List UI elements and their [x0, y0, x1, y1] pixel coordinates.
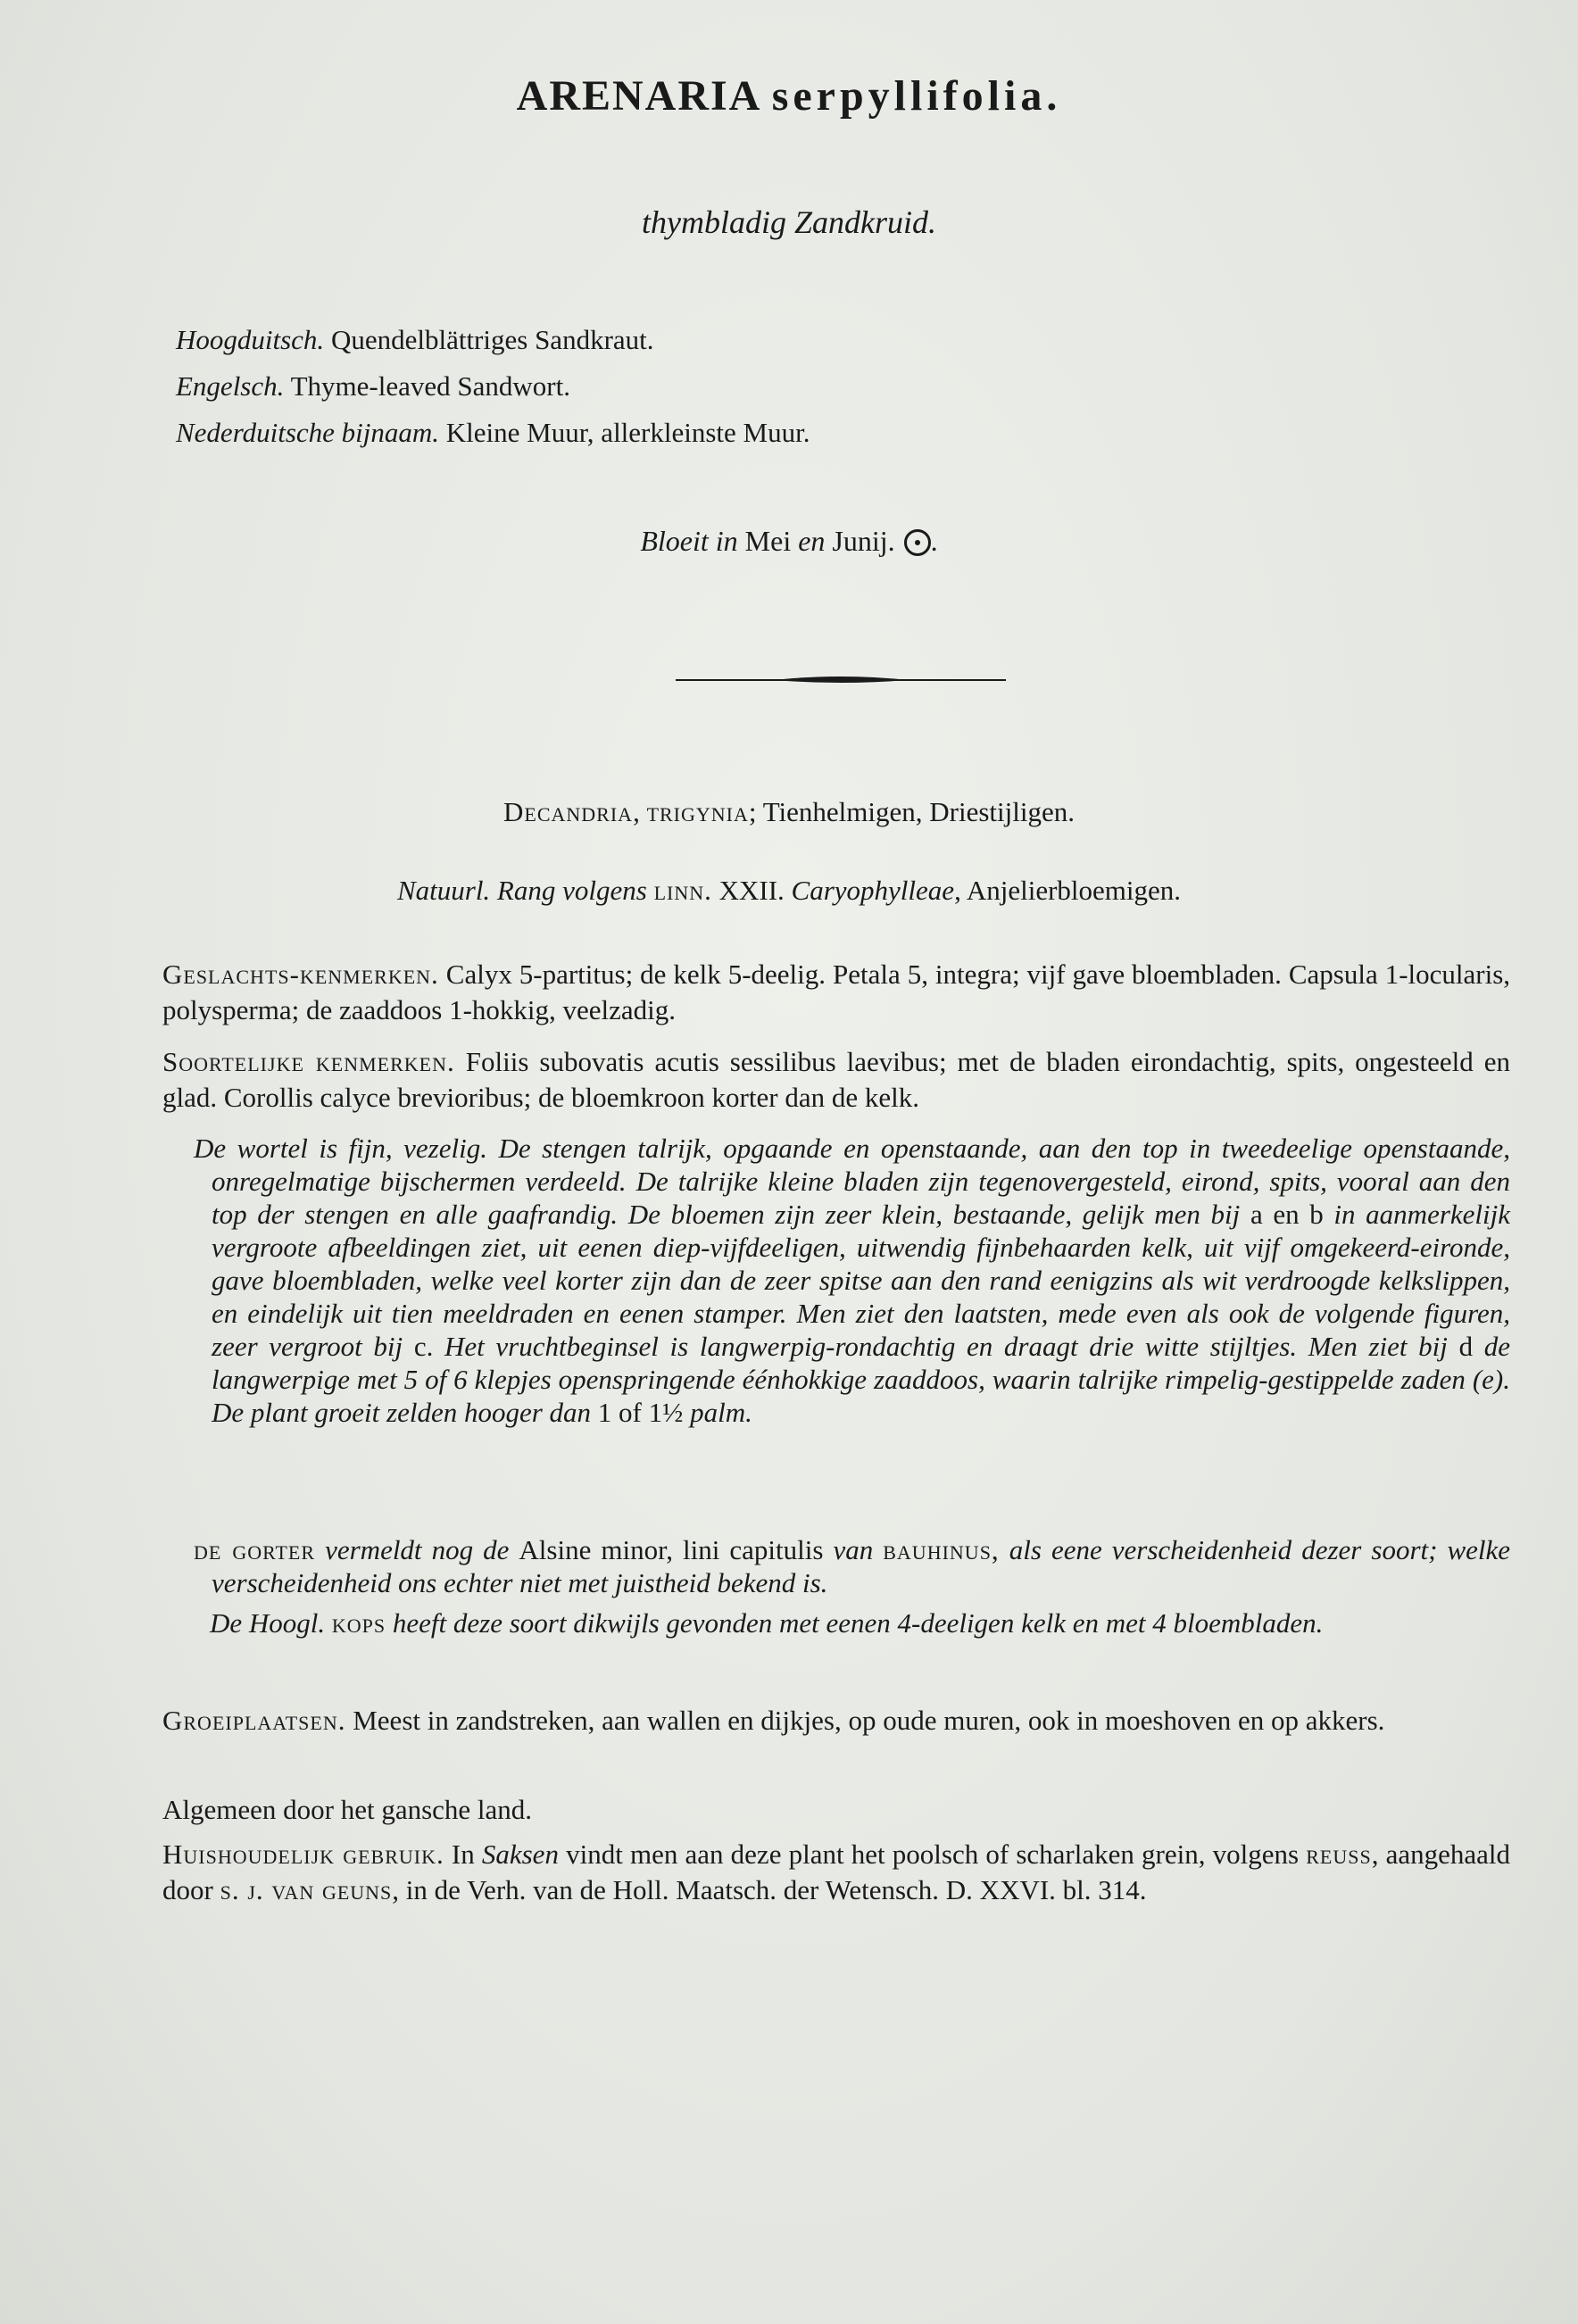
desc-text: De wortel is fijn, vezelig. De stengen talrijk, opgaande en openstaande, aan den top in tweedeelige openstaande, onregelmatige bijschermen verdeeld. De talrijke kleine bladen zijn tegenovergesteld, eirond, spits, vooral aan den top der stengen en alle gaafrandig. De bloemen zijn zeer klein, bestaande, gelijk men bij — [194, 1133, 1510, 1230]
desc-text: palm. — [690, 1397, 752, 1428]
desc-text: De Hoogl. — [210, 1607, 326, 1639]
language-label: Engelsch. — [176, 370, 285, 402]
ornamental-rule — [676, 669, 1006, 691]
classification-dutch: Tienhelmigen, Driestijligen. — [762, 796, 1075, 827]
author-name: s. j. van geuns — [220, 1874, 393, 1905]
name-row — [176, 317, 1425, 363]
language-label: Nederduitsche bijnaam. — [176, 417, 440, 448]
and-word: en — [798, 525, 826, 557]
in-word: in — [715, 525, 738, 557]
genus-characters — [162, 957, 1510, 1028]
section-text: , in de Verh. van de Holl. Maatsch. der Wetensch. D. XXVI. bl. 314. — [392, 1874, 1147, 1905]
classification: Decandria, trigynia; Tienhelmigen, Driestijligen. — [503, 796, 1075, 827]
desc-text: van — [833, 1534, 874, 1565]
rank-number: XXII. — [718, 875, 785, 906]
month-may: Mei — [744, 525, 792, 557]
vernacular-name: Kleine Muur, allerkleinste Muur. — [445, 417, 810, 448]
flowering-period: Bloeit in Mei en Junij. . — [640, 525, 938, 557]
size-value: 1 of 1½ — [597, 1397, 684, 1428]
household-use — [162, 1837, 1510, 1908]
section-text: vindt men aan deze plant het poolsch of scharlaken grein, volgens — [566, 1838, 1300, 1870]
latin-name: Alsine minor, lini capitulis — [519, 1534, 824, 1565]
bloei-word: Bloeit — [640, 525, 709, 557]
name-row — [176, 410, 1425, 456]
class-decandria: Decandria — [503, 796, 634, 827]
family-name: Caryophylleae — [791, 875, 955, 906]
desc-text: heeft deze soort dikwijls gevonden met eenen 4-deeligen kelk en met 4 bloembladen. — [392, 1607, 1324, 1639]
natuurl-label: Natuurl. Rang volgens — [396, 875, 647, 906]
section-heading: Groeiplaatsen. — [162, 1705, 346, 1736]
distribution: Algemeen door het gansche land. — [162, 1794, 533, 1825]
language-label: Hoogduitsch. — [176, 324, 325, 355]
desc-text: de langwerpige met 5 of 6 klepjes openspringende éénhokkige zaaddoos, waarin talrijke rimpelig-gestippelde zaden (e). De plant groeit zelden hooger dan — [212, 1331, 1510, 1428]
place-name: Saksen — [481, 1838, 559, 1870]
figure-ref: a en b — [1250, 1199, 1324, 1230]
section-text: In — [451, 1838, 475, 1870]
linn-abbrev: linn. — [653, 875, 712, 906]
section-text: , aangehaald door — [162, 1838, 1510, 1905]
figure-ref: c. — [413, 1331, 434, 1362]
author-name: bauhinus, — [883, 1534, 1000, 1565]
desc-text: als eene verscheidenheid dezer soort; welke verscheidenheid ons echter niet met juistheid bekend is. — [212, 1534, 1511, 1598]
vernacular-name: Thyme-leaved Sandwort. — [290, 370, 570, 402]
section-heading: Soortelijke kenmerken. — [162, 1046, 455, 1077]
vernacular-names — [176, 317, 1425, 456]
natural-order — [0, 873, 1578, 909]
genus-name: ARENARIA — [516, 72, 760, 120]
species-characters — [162, 1044, 1510, 1116]
description-paragraph — [194, 1132, 1511, 1429]
desc-text: Het vruchtbeginsel is langwerpig-rondachtig en draagt drie witte stijltjes. Men ziet bij — [444, 1331, 1448, 1362]
family-dutch: , Anjelierbloemigen. — [954, 875, 1182, 906]
section-text: Foliis subovatis acutis sessilibus laevibus; met de bladen eirondachtig, spits, ongesteeld en glad. Corollis calyce brevioribus; de bloemkroon korter dan de kelk. — [162, 1046, 1511, 1113]
name-row — [176, 363, 1425, 410]
section-heading: Huishoudelijk gebruik. — [162, 1838, 444, 1870]
author-name: de gorter — [194, 1534, 316, 1565]
page-title — [0, 71, 1578, 120]
desc-text: vermeldt nog de — [325, 1534, 510, 1565]
section-text: Meest in zandstreken, aan wallen en dijkjes, op oude muren, ook in moeshoven en op akkers. — [353, 1705, 1385, 1736]
order-trigynia: trigynia — [646, 796, 749, 827]
species-name: serpyllifolia. — [771, 72, 1062, 120]
section-text: Calyx 5-partitus; de kelk 5-deelig. Petala 5, integra; vijf gave bloembladen. Capsula 1-locularis, polysperma; de zaaddoos 1-hokkig, veelzadig. — [162, 959, 1511, 1025]
annual-symbol-icon — [904, 529, 931, 556]
kops-note — [212, 1606, 1510, 1639]
desc-text: in aanmerkelijk vergroote afbeeldingen ziet, uit eenen diep-vijfdeeligen, uitwendig fijnbehaarden kelk, uit vijf omgekeerd-eironde, gave bloembladen, welke veel korter zijn dan de zeer spitse aan den rand eenigzins als wit verdroogde kelkslippen, en eindelijk uit tien meeldraden en eenen stamper. Men ziet den laatsten, mede even als ook de volgende figuren, zeer vergroot bij — [212, 1199, 1511, 1362]
author-name: kops — [331, 1607, 386, 1639]
author-name: reuss — [1306, 1838, 1372, 1870]
dutch-name: thymbladig Zandkruid. — [642, 204, 936, 240]
habitat — [162, 1703, 1510, 1739]
gorter-note — [194, 1533, 1511, 1599]
month-june: Junij. — [832, 525, 895, 557]
vernacular-name: Quendelblättriges Sandkraut. — [330, 324, 654, 355]
figure-ref: d — [1458, 1331, 1474, 1362]
section-heading: Geslachts-kenmerken. — [162, 959, 439, 990]
